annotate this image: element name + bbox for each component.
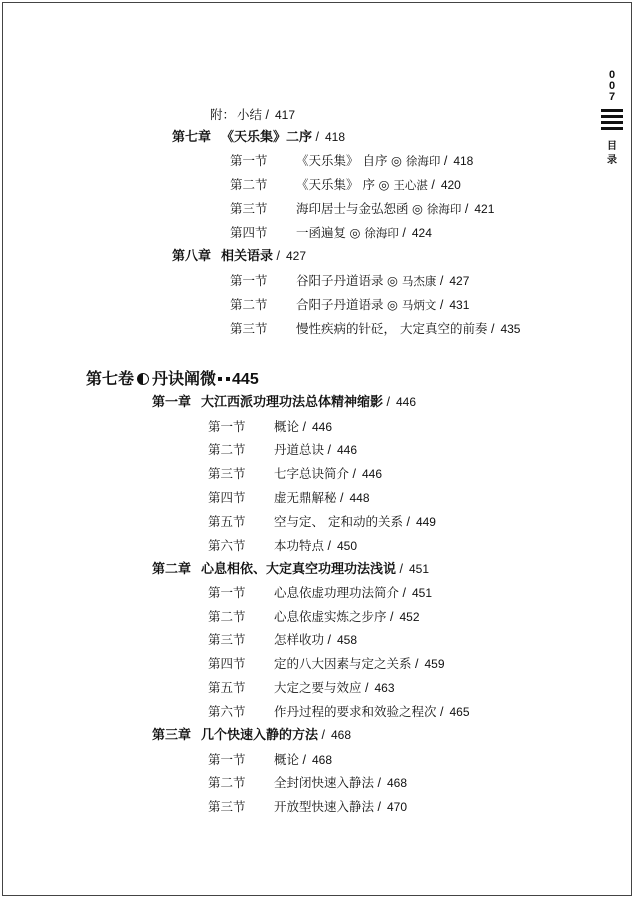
entry-page: 431 [449,298,470,312]
toc-entry[interactable]: 第五节 空与定、 定和动的关系 / 449 [208,514,436,529]
entry-title: 慢性疾病的针砭， 大定真空的前奏 [296,321,488,336]
entry-title: 谷阳子丹道语录 [296,273,384,288]
entry-title: 大定之要与效应 [274,680,362,695]
entry-label: 第一节 [208,585,246,600]
entry-page: 468 [386,776,407,790]
entry-label: 附： [210,107,236,122]
chapter-page: 427 [285,249,307,263]
chapter-page: 446 [395,395,417,409]
entry-label: 第二节 [230,177,268,192]
toc-entry[interactable]: 第六节 本功特点 / 450 [208,538,357,553]
entry-page: 465 [449,705,470,719]
entry-page: 446 [361,467,382,481]
toc-chapter[interactable]: 第八章 相关语录 / 427 [172,249,307,264]
entry-label: 第三节 [208,799,246,814]
chapter-page: 418 [324,130,346,144]
chapter-label: 第二章 [152,562,192,577]
toc-chapter[interactable]: 第七章 《天乐集》二序 / 418 [172,130,346,145]
entry-author: 徐海印 [426,202,462,216]
chapter-label: 第一章 [152,395,192,410]
entry-label: 第二节 [208,442,246,457]
entry-label: 第六节 [208,538,246,553]
toc-entry[interactable]: 第一节 《天乐集》 自序 ◎ 徐海印 / 418 [230,153,474,168]
toc-entry[interactable]: 第二节 全封闭快速入静法 / 468 [208,775,407,790]
dot-icon [218,377,222,381]
entry-page: 418 [453,154,474,168]
toc-chapter[interactable]: 第二章 心息相依、大定真空功理功法浅说 / 451 [152,562,430,577]
toc-entry[interactable]: 第四节 一函遍复 ◎ 徐海印 / 424 [230,225,432,240]
entry-page: 424 [411,226,432,240]
entry-title: 本功特点 [274,538,325,553]
entry-title: 一函遍复 [296,225,347,240]
entry-title: 《天乐集》 序 [296,177,375,192]
toc-chapter[interactable]: 第三章 几个快速入静的方法 / 468 [152,728,352,743]
entry-label: 第三节 [230,201,268,216]
entry-page: 448 [349,491,370,505]
entry-title: 七字总诀简介 [274,466,350,481]
toc-entry[interactable]: 第三节 慢性疾病的针砭， 大定真空的前奏 / 435 [230,321,521,336]
entry-page: 420 [440,178,461,192]
chapter-title: 《天乐集》二序 [221,130,313,145]
toc-entry[interactable]: 第五节 大定之要与效应 / 463 [208,680,395,695]
entry-author: 王心湛 [393,178,428,192]
entry-page: 458 [336,633,357,647]
entry-title: 合阳子丹道语录 [296,297,384,312]
toc-entry[interactable]: 第三节 七字总诀简介 / 446 [208,466,382,481]
entry-page: 449 [415,515,436,529]
entry-label: 第四节 [208,490,246,505]
entry-title: 开放型快速入静法 [274,799,375,814]
volume-title: 丹诀阐微 [152,369,217,388]
entry-page: 421 [474,202,495,216]
entry-title: 概论 [274,419,300,434]
side-marker [600,70,624,168]
entry-title: 小结 [237,107,263,122]
chapter-title: 大江西派功理功法总体精神缩影 [201,395,384,410]
entry-page: 468 [311,753,332,767]
chapter-title: 心息相依、大定真空功理功法浅说 [201,562,397,577]
toc-entry[interactable]: 第三节 海印居士与金弘恕函 ◎ 徐海印 / 421 [230,201,495,216]
entry-label: 第五节 [208,680,246,695]
entry-page: 463 [374,681,395,695]
entry-title: 空与定、 定和动的关系 [274,514,403,529]
chapter-label: 第七章 [172,130,212,145]
chapter-label: 第八章 [172,249,212,264]
section-label: 目 录 [607,141,617,166]
entry-page: 451 [411,586,432,600]
yin-yang-icon [137,373,149,385]
volume-page: 445 [232,371,259,388]
entry-label: 第三节 [230,321,268,336]
toc-entry[interactable]: 附： 小结 / 417 [210,107,296,122]
entry-title: 心息依虚实炼之步序 [274,609,387,624]
entry-author: 马炳文 [401,298,437,312]
entry-label: 第一节 [208,752,246,767]
entry-title: 怎样收功 [274,632,325,647]
toc-entry[interactable]: 第二节 合阳子丹道语录 ◎ 马炳文 / 431 [230,297,470,312]
volume-label: 第七卷 [86,369,135,388]
chapter-label: 第三章 [152,728,192,743]
toc-entry[interactable]: 第二节 《天乐集》 序 ◎ 王心湛 / 420 [230,177,461,192]
toc-entry[interactable]: 第一节 概论 / 468 [208,752,332,767]
entry-title: 丹道总诀 [274,442,325,457]
entry-title: 概论 [274,752,300,767]
entry-title: 海印居士与金弘恕函 [296,201,409,216]
entry-title: 全封闭快速入静法 [274,775,375,790]
entry-label: 第四节 [230,225,268,240]
entry-label: 第二节 [208,609,246,624]
entry-page: 470 [386,800,407,814]
entry-label: 第六节 [208,704,246,719]
entry-page: 427 [449,274,470,288]
entry-page: 452 [399,610,420,624]
entry-title: 定的八大因素与定之关系 [274,656,412,671]
entry-label: 第一节 [230,153,268,168]
entry-title: 《天乐集》 自序 [296,153,388,168]
entry-page: 446 [336,443,357,457]
chapter-page: 468 [330,728,352,742]
toc-entry[interactable]: 第四节 定的八大因素与定之关系 / 459 [208,656,445,671]
entry-page: 459 [424,657,445,671]
entry-label: 第五节 [208,514,246,529]
toc-entry[interactable]: 第二节 心息依虚实炼之步序 / 452 [208,609,420,624]
entry-page: 435 [500,322,521,336]
entry-author: 马杰康 [401,274,437,288]
toc-entry[interactable]: 第四节 虚无鼎解秘 / 448 [208,490,370,505]
volume-heading[interactable] [86,366,259,389]
toc-entry[interactable]: 第三节 怎样收功 / 458 [208,632,357,647]
toc-entry[interactable]: 第一节 心息依虚功理功法简介 / 451 [208,585,432,600]
decorative-bars [601,109,623,130]
entry-author: 徐海印 [364,226,399,240]
entry-label: 第一节 [230,273,268,288]
dot-icon [226,377,230,381]
entry-label: 第四节 [208,656,246,671]
toc-chapter[interactable]: 第一章 大江西派功理功法总体精神缩影 / 446 [152,395,417,410]
toc-entry[interactable]: 第一节 谷阳子丹道语录 ◎ 马杰康 / 427 [230,273,470,288]
entry-label: 第三节 [208,466,246,481]
chapter-title: 相关语录 [221,249,274,264]
entry-label: 第二节 [208,775,246,790]
entry-page: 446 [311,420,332,434]
entry-title: 作丹过程的要求和效验之程次 [274,704,437,719]
toc-entry[interactable]: 第六节 作丹过程的要求和效验之程次 / 465 [208,704,470,719]
entry-title: 虚无鼎解秘 [274,490,337,505]
chapter-page: 451 [408,562,430,576]
entry-author: 徐海印 [405,154,441,168]
toc-entry[interactable]: 第二节 丹道总诀 / 446 [208,442,357,457]
entry-title: 心息依虚功理功法简介 [274,585,400,600]
chapter-title: 几个快速入静的方法 [201,728,319,743]
entry-label: 第一节 [208,419,246,434]
page-number: 0 0 7 [608,69,616,103]
entry-label: 第二节 [230,297,268,312]
entry-page: 450 [336,539,357,553]
toc-entry[interactable]: 第三节 开放型快速入静法 / 470 [208,799,407,814]
entry-page: 417 [274,108,296,122]
toc-entry[interactable]: 第一节 概论 / 446 [208,419,332,434]
entry-label: 第三节 [208,632,246,647]
